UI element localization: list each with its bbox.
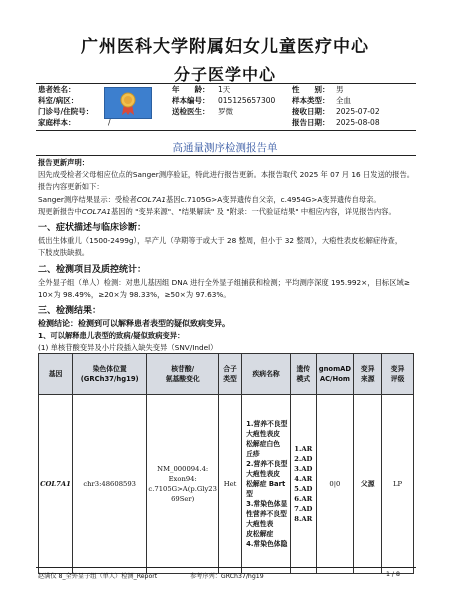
qc-line-1: 全外显子组（单人）检测：对患儿基因组 DNA 进行全外显子组捕获和检测；平均测序深度 195.992×，目标区域≥ — [38, 278, 410, 287]
sample-type-label: 样本类型： — [292, 96, 330, 105]
received-label: 接收日期： — [292, 107, 330, 116]
qc-line-2: 10×为 98.49%，≥20×为 98.33%，≥50×为 97.63%。 — [38, 290, 231, 299]
update-line-3-b: 基因c.7105G>A变异遗传自父亲，c.4954G>A变异遗传自母亲。 — [166, 195, 381, 204]
footer-page-number: 1 / 8 — [386, 571, 400, 578]
symptoms-line-1: 低出生体重儿（1500-2499g），早产儿（孕期等于或大于 28 整周，但小于 32 整周），大疱性表皮松解症待查， — [38, 236, 403, 245]
snv-indel-heading: (1) 单核苷酸变异及小片段插入缺失变异（SNV/Indel） — [38, 343, 218, 352]
update-line-1: 因先成受检者父母相应位点的Sanger测序验证，特此进行报告更新。本报告取代 2025 年 07 月 16 日发送的报告。 — [38, 170, 415, 179]
symptoms-heading: 一、症状描述与临床诊断： — [38, 223, 147, 233]
col-header-gene: 基因 — [39, 354, 73, 395]
col-header-source: 变异 来源 — [354, 354, 382, 395]
update-line-4-a: 现更新报告中 — [38, 207, 82, 216]
doctor-value: 罗微 — [218, 107, 233, 116]
center-name: 分子医学中心 — [173, 65, 276, 84]
footer-divider — [36, 567, 416, 568]
sex-value: 男 — [336, 85, 344, 94]
sample-no-label: 样本编号： — [172, 96, 210, 105]
results-heading: 三、检测结果： — [38, 306, 102, 316]
cell-zygosity: Het — [218, 395, 241, 574]
update-heading: 报告更新声明： — [38, 158, 90, 167]
col-header-zygosity: 合子 类型 — [218, 354, 241, 395]
report-date-value: 2025-08-08 — [336, 118, 380, 127]
age-label: 年 龄： — [172, 85, 210, 94]
age-value: 1天 — [218, 85, 231, 94]
cell-rating: LP — [382, 395, 414, 574]
family-value: / — [108, 118, 111, 127]
sample-type-value: 全血 — [336, 96, 351, 105]
report-title: 高通量测序检测报告单 — [172, 142, 278, 154]
cell-inheritance: 1.AR 2.AD 3.AD 4.AR 5.AD 6.AR 7.AD 8.AR — [291, 395, 317, 574]
sex-label: 性 别： — [292, 85, 330, 94]
info-divider — [36, 130, 416, 131]
table-header-row — [39, 354, 414, 395]
variant-table — [38, 353, 414, 574]
col-header-position: 染色体位置 (GRCh37/hg19) — [72, 354, 146, 395]
footer-reference: 参考序列：GRCh37/hg19 — [190, 573, 264, 580]
family-label: 家庭样本： — [38, 118, 76, 127]
hospital-name: 广州医科大学附属妇女儿童医疗中心 — [81, 37, 369, 57]
update-line-4 — [38, 206, 396, 218]
received-value: 2025-07-02 — [336, 107, 380, 116]
update-line-2: 报告内容更新如下： — [38, 182, 104, 191]
cell-source: 父源 — [354, 395, 382, 574]
footer-report-name: 赵满仪 8_全外显子组（单人）检测_Report — [38, 573, 158, 580]
col-header-gnomad: gnomAD AC/Hom — [316, 354, 354, 395]
update-line-4-b: 基因的 "变异来源"、"结果解读" 及 "附录：一代验证结果" 中相应内容，详见报告内容。 — [110, 207, 396, 216]
symptoms-line-2: 下肢皮肤缺损。 — [38, 248, 90, 257]
gene-name: COL7A1 — [81, 207, 111, 216]
report-date-label: 报告日期： — [292, 118, 330, 127]
clinic-label: 门诊号/住院号： — [38, 107, 94, 116]
results-conclusion: 检测结论：检测到可以解释患者表型的疑似致病变异。 — [38, 319, 230, 328]
col-header-rating: 变异 评级 — [382, 354, 414, 395]
cell-position: chr3:48608593 — [72, 395, 146, 574]
dept-label: 科室/病区： — [38, 96, 79, 105]
cell-disease: 1.营养不良型 大疱性表皮 松解症白色 丘疹 2.营养不良型 大疱性表皮 松解症 Bart 型 3.常染色体显 性营养不良型 大疱性表 皮松解症 4.常染色体隐 — [242, 395, 291, 574]
doctor-label: 送检医生： — [172, 107, 210, 116]
update-line-3 — [38, 194, 381, 206]
cell-gnomad: 0|0 — [316, 395, 354, 574]
name-label: 患者姓名： — [38, 85, 76, 94]
col-header-inheritance: 遗传 模式 — [291, 354, 317, 395]
title-divider — [36, 155, 416, 156]
patient-photo — [104, 87, 152, 119]
col-header-change: 核苷酸/ 氨基酸变化 — [147, 354, 219, 395]
sample-no-value: 015125657300 — [218, 96, 276, 105]
qc-heading: 二、检测项目及质控统计： — [38, 265, 147, 275]
award-ribbon-icon — [105, 88, 151, 118]
gene-name: COL7A1 — [136, 195, 167, 204]
table-row — [39, 395, 414, 574]
cell-gene: COL7A1 — [39, 395, 73, 574]
results-subheading: 1、可以解释患儿表型的致病/疑似致病变异： — [38, 331, 185, 340]
cell-change: NM_000094.4: Exon94: c.7105G>A(p.Gly23 69Ser) — [147, 395, 219, 574]
update-line-3-a: Sanger测序结果显示：受检者 — [38, 195, 137, 204]
col-header-disease: 疾病名称 — [242, 354, 291, 395]
